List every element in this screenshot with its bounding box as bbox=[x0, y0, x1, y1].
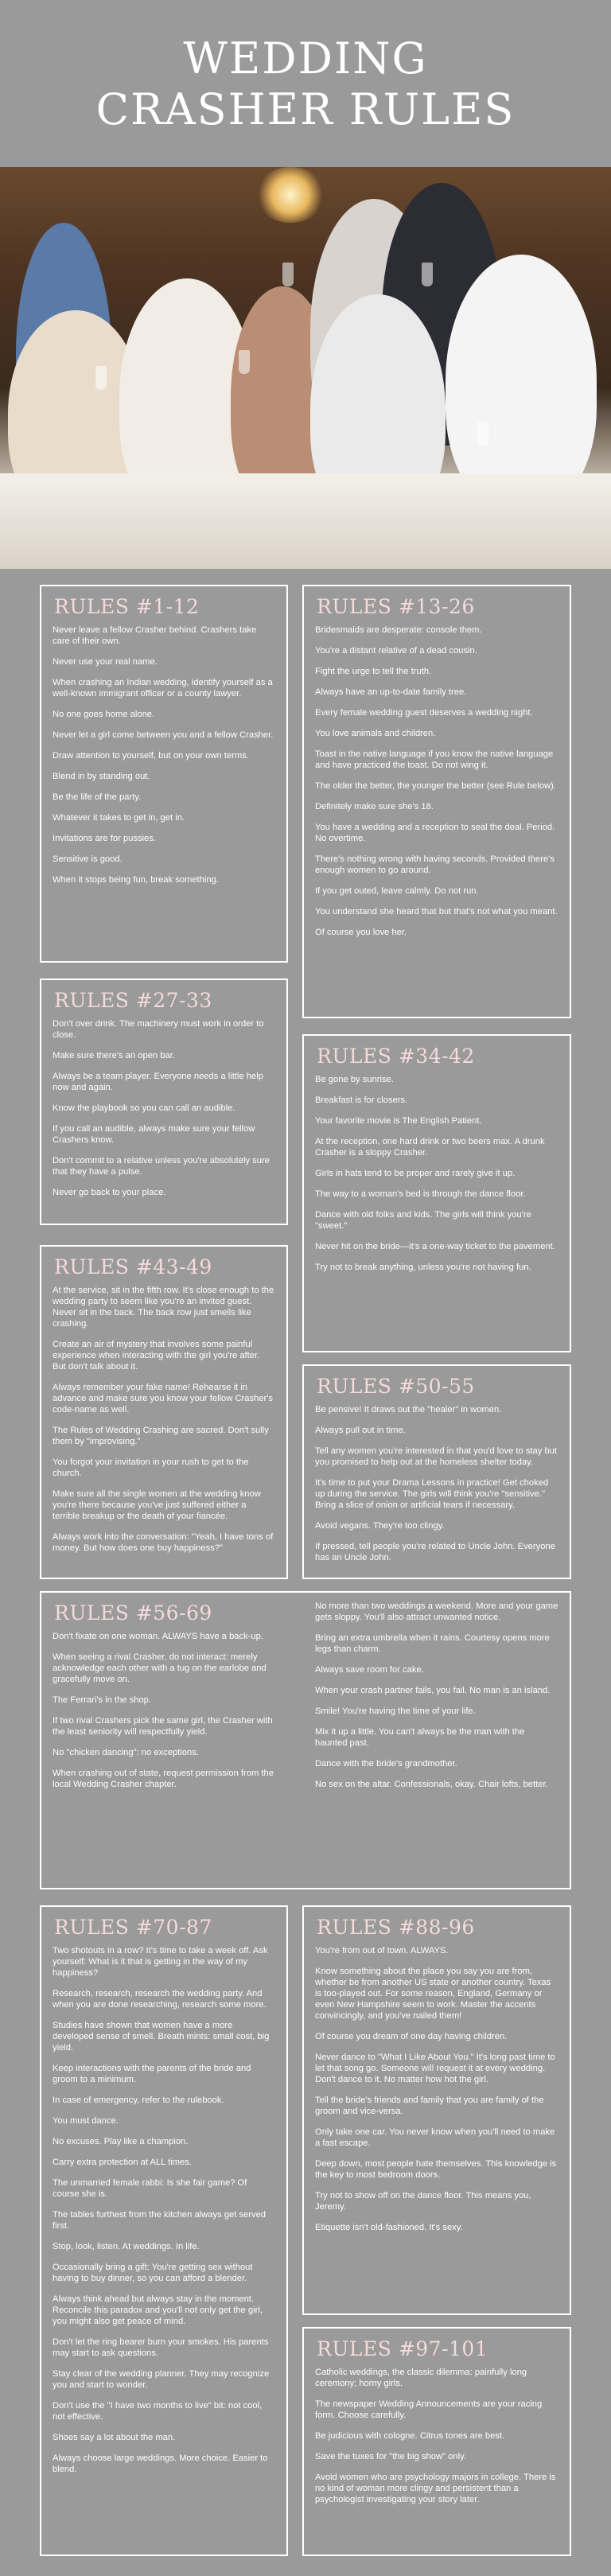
rule-item: Always think ahead but always stay in the moment. Reconcile this paradox and you'll not only get the girl, you might also get peace of mind. bbox=[53, 2294, 263, 2326]
rules-list bbox=[304, 2360, 570, 2505]
rule-item: Keep interactions with the parents of the bride and groom to a minimum. bbox=[53, 2064, 251, 2084]
rule-item: Toast in the native language if you know the native language and have practiced the toast. Do not wing it. bbox=[315, 749, 554, 770]
champagne-glass bbox=[239, 350, 250, 374]
rule-item: You understand she heard that but that's not what you meant. bbox=[315, 907, 558, 916]
rules-heading: RULES #13-26 bbox=[317, 595, 475, 618]
rule-item: Breakfast is for closers. bbox=[315, 1095, 408, 1105]
rule-item: Make sure there's an open bar. bbox=[53, 1051, 175, 1060]
rule-item: Two shotouts in a row? It's time to take a week off. Ask yourself: What is it that is getting in the way of my happiness? bbox=[53, 1946, 268, 1978]
rule-item: Never leave a fellow Crasher behind. Crashers take care of their own. bbox=[53, 625, 257, 646]
rule-item: The way to a woman's bed is through the dance floor. bbox=[315, 1189, 526, 1199]
rules-list bbox=[304, 1939, 570, 2233]
rules-heading: RULES #97-101 bbox=[317, 2337, 488, 2360]
rule-item: Sensitive is good. bbox=[53, 854, 123, 864]
rules-list bbox=[304, 1398, 570, 1563]
rule-item: Of course you love her. bbox=[315, 928, 407, 937]
rule-item: If you get outed, leave calmly. Do not run. bbox=[315, 886, 479, 896]
rule-item: Always be a team player. Everyone needs a little help now and again. bbox=[53, 1072, 263, 1092]
rules-box-56-69 bbox=[40, 1591, 571, 1889]
rules-list bbox=[41, 1278, 286, 1554]
rule-item: No more than two weddings a weekend. More and your game gets sloppy. You'll also attract unwanted notice. bbox=[315, 1601, 558, 1622]
rule-item: No sex on the altar. Confessionals, okay. Chair lofts, better. bbox=[315, 1780, 548, 1789]
rule-item: Fight the urge to tell the truth. bbox=[315, 667, 432, 676]
rule-item: When it stops being fun, break something. bbox=[53, 875, 219, 885]
rule-item: Try not to break anything, unless you're not having fun. bbox=[315, 1263, 531, 1272]
rule-item: Don't fixate on one woman. ALWAYS have a back-up. bbox=[53, 1632, 263, 1641]
rules-list bbox=[41, 1939, 286, 2475]
dinner-table bbox=[0, 473, 611, 569]
rule-item: Occasionally bring a gift: You're getting sex without having to buy dinner, so you can afford a blender. bbox=[53, 2263, 253, 2283]
rules-heading: RULES #27-33 bbox=[54, 989, 212, 1012]
champagne-glass bbox=[282, 263, 294, 286]
rule-item: Mix it up a little. You can't always be the man with the haunted past. bbox=[315, 1727, 525, 1748]
rule-item: Never dance to "What I Like About You." It's long past time to let that song go. Someone will request it at every wedding. Don't dance to it. No matter how hot the girl. bbox=[315, 2053, 555, 2084]
header bbox=[0, 0, 611, 167]
champagne-glass bbox=[95, 366, 107, 390]
rule-item: Be judicious with cologne. Citrus tones are best. bbox=[315, 2431, 505, 2441]
rule-item: Of course you dream of one day having children. bbox=[315, 2032, 508, 2041]
rule-item: When crashing an Indian wedding, identify yourself as a well-known immigrant officer or a county lawyer. bbox=[53, 678, 273, 698]
rule-item: Tell the bride's friends and family that you are family of the groom and vice-versa. bbox=[315, 2095, 544, 2116]
rule-item: When seeing a rival Crasher, do not interact: merely acknowledge each other with a tug on the earlobe and gracefully move on. bbox=[53, 1652, 267, 1684]
rule-item: Never hit on the bride—it's a one-way ticket to the pavement. bbox=[315, 1242, 555, 1251]
rules-heading: RULES #1-12 bbox=[54, 595, 200, 618]
rule-item: Never use your real name. bbox=[53, 657, 158, 667]
rule-item: Deep down, most people hate themselves. This knowledge is the key to most bedroom doors. bbox=[315, 2159, 557, 2180]
rules-list bbox=[304, 1068, 570, 1273]
rule-item: Know something about the place you say you are from, whether be from another US state or another country. Texas is too-played out. For some reason, England, Germany or even New Hampshire seem to work. Master the accents convincingly, and you've nailed them! bbox=[315, 1967, 551, 2021]
rules-box-88-96 bbox=[302, 1905, 571, 2315]
rule-item: Avoid vegans. They're too clingy. bbox=[315, 1521, 445, 1531]
rule-item: The tables furthest from the kitchen always get served first. bbox=[53, 2210, 267, 2231]
rules-list bbox=[41, 1012, 286, 1198]
rule-item: Stay clear of the wedding planner. They may recognize you and start to wonder. bbox=[53, 2369, 270, 2390]
rule-item: Blend in by standing out. bbox=[53, 772, 150, 781]
rules-heading: RULES #56-69 bbox=[54, 1601, 212, 1625]
rules-heading: RULES #88-96 bbox=[317, 1916, 475, 1939]
rule-item: Always have an up-to-date family tree. bbox=[315, 687, 467, 697]
title-line-1: WEDDING bbox=[183, 33, 428, 84]
rule-item: No excuses. Play like a champion. bbox=[53, 2137, 189, 2146]
rule-item: Every female wedding guest deserves a wedding night. bbox=[315, 708, 533, 718]
rule-item: You're a distant relative of a dead cousin. bbox=[315, 646, 477, 656]
champagne-glass bbox=[422, 263, 433, 286]
rule-item: Always pull out in time. bbox=[315, 1426, 406, 1435]
rule-item: Invitations are for pussies. bbox=[53, 834, 156, 843]
rule-item: Know the playbook so you can call an audible. bbox=[53, 1103, 235, 1113]
rule-item: Don't commit to a relative unless you're absolutely sure that they have a pulse. bbox=[53, 1156, 270, 1177]
rule-item: Don't let the ring bearer burn your smokes. His parents may start to ask questions. bbox=[53, 2337, 269, 2358]
rule-item: Never let a girl come between you and a fellow Crasher. bbox=[53, 730, 274, 740]
rule-item: When your crash partner fails, you fail. No man is an island. bbox=[315, 1686, 551, 1695]
rule-item: Bridesmaids are desperate: console them. bbox=[315, 625, 482, 635]
rule-item: Save the tuxes for "the big show" only. bbox=[315, 2452, 466, 2461]
rules-box-1-12 bbox=[40, 585, 288, 963]
rule-item: Draw attention to yourself, but on your own terms. bbox=[53, 751, 249, 761]
rule-item: Be gone by sunrise. bbox=[315, 1075, 394, 1084]
rule-item: It's time to put your Drama Lessons in practice! Get choked up during the service. The girls will think you're "sensitive." Bring a slice of onion or artificial tears if necessary. bbox=[315, 1478, 549, 1510]
rule-item: There's nothing wrong with having seconds. Provided there's enough women to go around. bbox=[315, 854, 555, 875]
rule-item: Don't use the "I have two months to live" bit: not cool, not effective. bbox=[53, 2401, 263, 2422]
rule-item: Always remember your fake name! Rehearse it in advance and make sure you know your fellow Crasher's code-name as well. bbox=[53, 1383, 273, 1414]
rule-item: Carry extra protection at ALL times. bbox=[53, 2158, 192, 2167]
rule-item: In case of emergency, refer to the rulebook. bbox=[53, 2095, 224, 2105]
rules-box-70-87 bbox=[40, 1905, 288, 2556]
rules-box-43-49 bbox=[40, 1245, 288, 1579]
rules-column-right bbox=[304, 1593, 570, 1800]
rule-item: Girls in hats tend to be proper and rarely give it up. bbox=[315, 1169, 516, 1178]
rules-list bbox=[41, 618, 286, 885]
rule-item: The unmarried female rabbi: Is she fair game? Of course she is. bbox=[53, 2178, 247, 2199]
rule-item: Etiquette isn't old-fashioned. It's sexy. bbox=[315, 2223, 463, 2232]
champagne-glass bbox=[477, 422, 488, 446]
rule-item: The Rules of Wedding Crashing are sacred. Don't sully them by "improvising." bbox=[53, 1426, 269, 1446]
rule-item: Never go back to your place. bbox=[53, 1188, 166, 1197]
rule-item: No one goes home alone. bbox=[53, 710, 155, 719]
page-title bbox=[0, 0, 611, 135]
rules-column-left bbox=[41, 1593, 296, 1800]
rule-item: If you call an audible, always make sure your fellow Crashers know. bbox=[53, 1124, 255, 1145]
rule-item: Always choose large weddings. More choice. Easier to blend. bbox=[53, 2453, 268, 2474]
rule-item: Catholic weddings, the classic dilemma: painfully long ceremony; horny girls. bbox=[315, 2368, 527, 2388]
rule-item: Make sure all the single women at the wedding know you're there because you've just suffered either a terrible breakup or the death of your fiancée. bbox=[53, 1489, 261, 1521]
rule-item: Dance with old folks and kids. The girls will think you're "sweet." bbox=[315, 1210, 531, 1231]
rule-item: Smile! You're having the time of your life. bbox=[315, 1706, 476, 1716]
rule-item: Avoid women who are psychology majors in college. There is no kind of woman more clingy and persistent than a psychologist investigating your story later. bbox=[315, 2473, 556, 2504]
rules-heading: RULES #50-55 bbox=[317, 1375, 475, 1398]
rule-item: The Ferrari's in the shop. bbox=[53, 1695, 152, 1705]
rule-item: The newspaper Wedding Announcements are your racing form. Choose carefully. bbox=[315, 2399, 543, 2420]
rule-item: Your favorite movie is The English Patient. bbox=[315, 1116, 482, 1126]
rule-item: Be pensive! It draws out the "healer" in women. bbox=[315, 1405, 502, 1414]
rule-item: At the reception, one hard drink or two beers max. A drunk Crasher is a sloppy Crasher. bbox=[315, 1137, 545, 1158]
rule-item: Only take one car. You never know when you'll need to make a fast escape. bbox=[315, 2127, 555, 2148]
rule-item: Stop, look, listen. At weddings. In life. bbox=[53, 2242, 200, 2251]
rule-item: The older the better, the younger the better (see Rule below). bbox=[315, 781, 556, 791]
rule-item: Try not to show off on the dance floor. This means you, Jeremy. bbox=[315, 2191, 531, 2212]
chandelier-light bbox=[255, 167, 326, 223]
rule-item: Don't over drink. The machinery must work in order to close. bbox=[53, 1019, 264, 1040]
rule-item: You're from out of town. ALWAYS. bbox=[315, 1946, 449, 1955]
rule-item: You must dance. bbox=[53, 2116, 119, 2126]
rules-box-27-33 bbox=[40, 979, 288, 1225]
rules-box-97-101 bbox=[302, 2327, 571, 2556]
rules-box-50-55 bbox=[302, 1364, 571, 1579]
rules-list bbox=[304, 618, 570, 938]
rules-box-13-26 bbox=[302, 585, 571, 1018]
rule-item: Always work into the conversation: "Yeah, I have tons of money. But how does one buy happiness?" bbox=[53, 1532, 274, 1553]
rule-item: When crashing out of state, request permission from the local Wedding Crasher chapter. bbox=[53, 1769, 274, 1789]
rule-item: At the service, sit in the fifth row. It's close enough to the wedding party to seem like you're an invited guest. Never sit in the back. The back row just smells like crashing. bbox=[53, 1286, 274, 1329]
rule-item: Bring an extra umbrella when it rains. Courtesy opens more legs than charm. bbox=[315, 1633, 550, 1654]
rule-item: Be the life of the party. bbox=[53, 792, 142, 802]
title-line-2: CRASHER RULES bbox=[95, 84, 516, 134]
rule-item: Tell any women you're interested in that you'd love to stay but you promised to help out at the homeless shelter today. bbox=[315, 1446, 558, 1467]
rules-heading: RULES #43-49 bbox=[54, 1255, 212, 1278]
rule-item: You love animals and children. bbox=[315, 729, 436, 738]
rule-item: You have a wedding and a reception to seal the deal. Period. No overtime. bbox=[315, 823, 555, 843]
rules-list bbox=[41, 1625, 296, 1790]
rule-item: Whatever it takes to get in, get in. bbox=[53, 813, 185, 823]
rule-item: If two rival Crashers pick the same girl, the Crasher with the least seniority will respectfully yield. bbox=[53, 1716, 273, 1737]
guest-figure bbox=[446, 255, 597, 509]
rule-item: Studies have shown that women have a more developed sense of smell. Breath mints: small cost, big yield. bbox=[53, 2021, 270, 2053]
rule-item: You forgot your invitation in your rush to get to the church. bbox=[53, 1457, 249, 1478]
rule-item: Research, research, research the wedding party. And when you are done researching, research some more. bbox=[53, 1989, 267, 2010]
rule-item: No "chicken dancing": no exceptions. bbox=[53, 1748, 199, 1757]
rule-item: Always save room for cake. bbox=[315, 1665, 424, 1675]
rules-heading: RULES #70-87 bbox=[54, 1916, 212, 1939]
rule-item: Definitely make sure she's 18. bbox=[315, 802, 434, 811]
rule-item: Dance with the bride's grandmother. bbox=[315, 1759, 457, 1769]
rules-list bbox=[304, 1593, 570, 1790]
rules-heading: RULES #34-42 bbox=[317, 1045, 475, 1068]
rule-item: Shoes say a lot about the man. bbox=[53, 2433, 176, 2442]
wedding-party-photo bbox=[0, 167, 611, 569]
rule-item: Create an air of mystery that involves some painful experience when interacting with the girl you're after. But don't talk about it. bbox=[53, 1340, 260, 1372]
rule-item: If pressed, tell people you're related to Uncle John. Everyone has an Uncle John. bbox=[315, 1542, 555, 1562]
rules-box-34-42 bbox=[302, 1034, 571, 1352]
